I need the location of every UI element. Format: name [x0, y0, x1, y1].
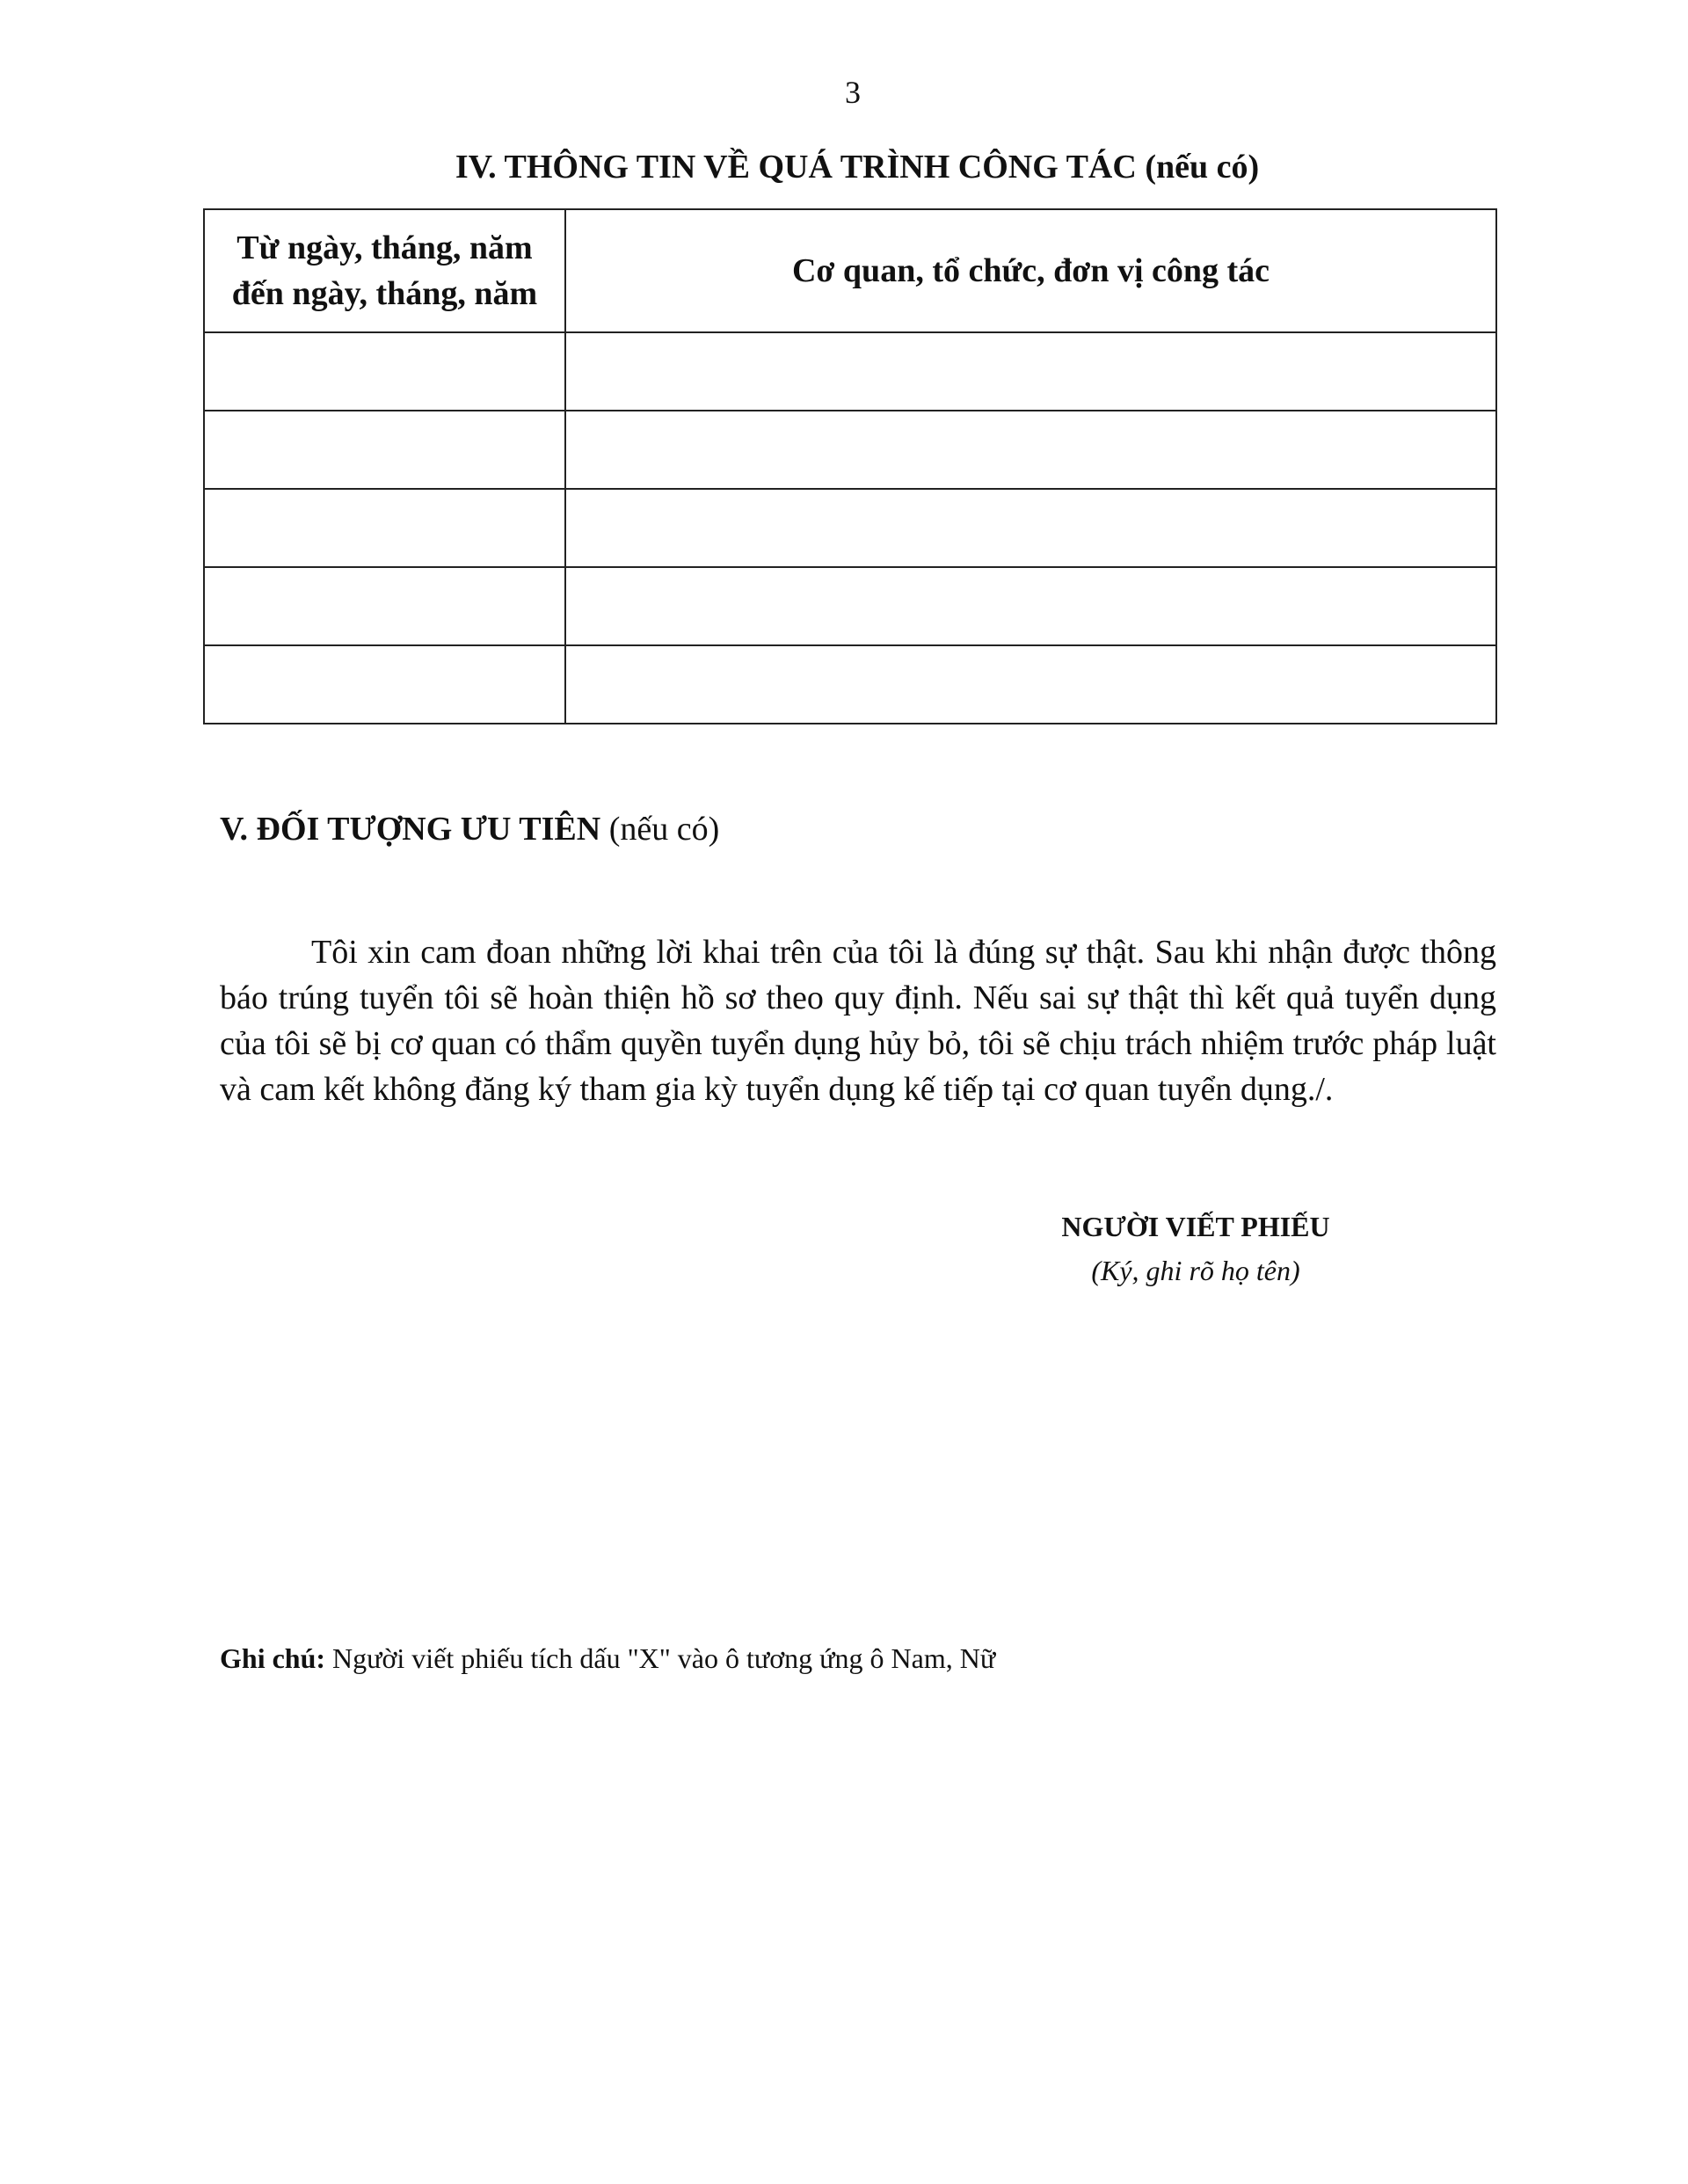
section-4-title-text: IV. THÔNG TIN VỀ QUÁ TRÌNH CÔNG TÁC [455, 149, 1137, 186]
organization-cell[interactable] [565, 332, 1496, 411]
period-cell[interactable] [204, 411, 565, 489]
organization-cell[interactable] [565, 411, 1496, 489]
table-row [204, 645, 1496, 724]
signer-block [958, 1205, 1433, 1292]
section-5-title [220, 810, 719, 848]
signer-title: NGƯỜI VIẾT PHIẾU [1061, 1211, 1330, 1242]
period-cell[interactable] [204, 332, 565, 411]
period-cell[interactable] [204, 645, 565, 724]
section-4-title-note: (nếu có) [1145, 149, 1260, 186]
period-cell[interactable] [204, 489, 565, 567]
footnote-label: Ghi chú: [220, 1642, 326, 1674]
work-history-table [203, 208, 1497, 724]
organization-cell[interactable] [565, 645, 1496, 724]
page-number: 3 [845, 75, 861, 110]
header-period-line2: đến ngày, tháng, năm [231, 275, 538, 312]
header-organization: Cơ quan, tổ chức, đơn vị công tác [565, 209, 1496, 332]
section-5-title-note: (nếu có) [608, 811, 720, 848]
signer-instruction: (Ký, ghi rõ họ tên) [1091, 1255, 1300, 1286]
organization-cell[interactable] [565, 567, 1496, 645]
declaration-paragraph: Tôi xin cam đoan những lời khai trên của tôi là đúng sự thật. Sau khi nhận được thông báo trúng tuyển tôi sẽ hoàn thiện hồ sơ theo quy định. Nếu sai sự thật thì kết quả tuyển dụng của tôi sẽ bị cơ quan có thẩm quyền tuyển dụng hủy bỏ, tôi sẽ chịu trách nhiệm trước pháp luật và cam kết không đăng ký tham gia kỳ tuyển dụng kế tiếp tại cơ quan tuyển dụng./. [220, 934, 1496, 1108]
section-5-title-text: V. ĐỐI TƯỢNG ƯU TIÊN [220, 811, 601, 848]
organization-cell[interactable] [565, 489, 1496, 567]
table-row [204, 332, 1496, 411]
section-4-title [0, 148, 1688, 186]
footnote [220, 1642, 995, 1675]
table-header-row [204, 209, 1496, 332]
header-period [204, 209, 565, 332]
table-row [204, 489, 1496, 567]
footnote-text: Người viết phiếu tích dấu "X" vào ô tương ứng ô Nam, Nữ [325, 1642, 996, 1674]
table-row [204, 567, 1496, 645]
period-cell[interactable] [204, 567, 565, 645]
table-row [204, 411, 1496, 489]
header-period-line1: Từ ngày, tháng, năm [236, 229, 533, 266]
